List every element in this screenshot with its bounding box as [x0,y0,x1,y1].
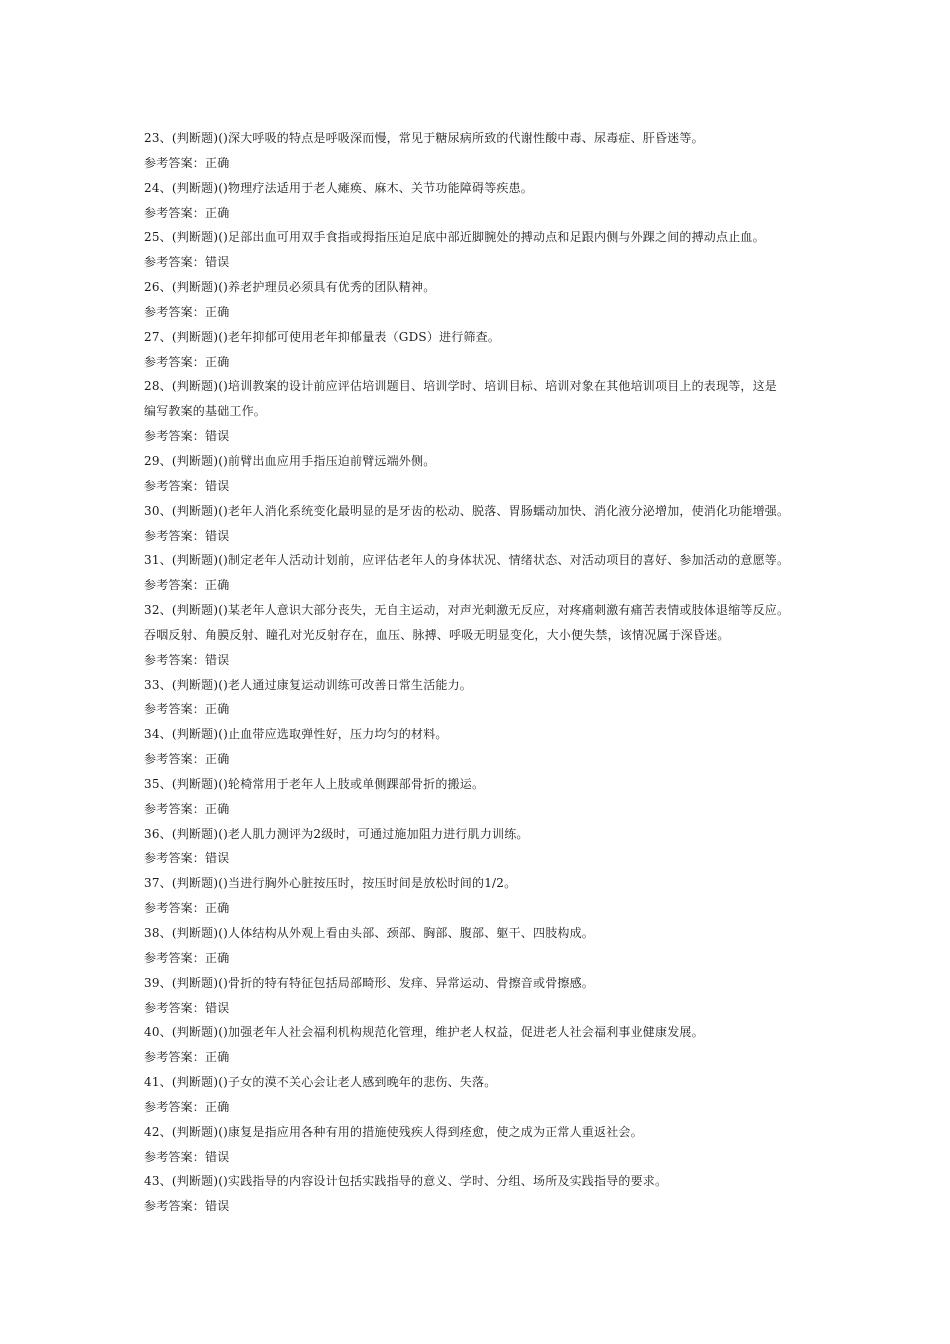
question-block [144,225,844,275]
question-text: 24、(判断题)()物理疗法适用于老人瘫痪、麻木、关节功能障碍等疾患。 [144,180,533,195]
answer-text: 参考答案：错误 [144,1000,230,1015]
question-block [144,1020,844,1070]
question-block [144,1120,844,1170]
answer-text: 参考答案：正确 [144,702,230,717]
answer-text: 参考答案：正确 [144,950,230,965]
question-text: 吞咽反射、角膜反射、瞳孔对光反射存在，血压、脉搏、呼吸无明显变化，大小便失禁，该情况属于深昏迷。 [144,627,730,642]
question-block [144,1070,844,1120]
answer-text: 参考答案：正确 [144,752,230,767]
question-text: 28、(判断题)()培训教案的设计前应评估培训题目、培训学时、培训目标、培训对象在其他培训项目上的表现等，这是 [144,379,778,394]
question-text: 32、(判断题)()某老年人意识大部分丧失，无自主运动，对声光刺激无反应，对疼痛刺激有痛苦表情或肢体退缩等反应。 [144,603,790,618]
answer-text: 参考答案：正确 [144,901,230,916]
answer-text: 参考答案：正确 [144,1099,230,1114]
question-text: 39、(判断题)()骨折的特有特征包括局部畸形、发痒、异常运动、骨擦音或骨擦感。 [144,975,594,990]
question-block [144,673,844,723]
question-text: 37、(判断题)()当进行胸外心脏按压时，按压时间是放松时间的1/2。 [144,876,517,891]
question-text: 36、(判断题)()老人肌力测评为2级时，可通过施加阻力进行肌力训练。 [144,826,529,841]
question-text: 29、(判断题)()前臂出血应用手指压迫前臂远端外侧。 [144,453,436,468]
question-text: 40、(判断题)()加强老年人社会福利机构规范化管理，维护老人权益，促进老人社会福利事业健康发展。 [144,1025,704,1040]
question-text: 42、(判断题)()康复是指应用各种有用的措施使残疾人得到痊愈，使之成为正常人重返社会。 [144,1124,643,1139]
question-block [144,822,844,872]
answer-text: 参考答案：正确 [144,801,230,816]
question-block [144,971,844,1021]
question-text: 35、(判断题)()轮椅常用于老年人上肢或单侧踝部骨折的搬运。 [144,776,485,791]
answer-text: 参考答案：错误 [144,255,230,270]
question-block [144,1169,844,1219]
answer-text: 参考答案：错误 [144,652,230,667]
question-block [144,499,844,549]
question-block [144,176,844,226]
question-text: 38、(判断题)()人体结构从外观上看由头部、颈部、胸部、腹部、躯干、四肢构成。 [144,926,594,940]
question-text: 30、(判断题)()老年人消化系统变化最明显的是牙齿的松动、脱落、胃肠蠕动加快、消化液分泌增加，使消化功能增强。 [144,503,790,518]
answer-text: 参考答案：正确 [144,304,230,319]
question-block [144,374,844,449]
answer-text: 参考答案：错误 [144,1149,230,1164]
question-block [144,598,844,673]
document-page [144,126,844,1219]
answer-text: 参考答案：错误 [144,429,230,444]
question-block [144,772,844,822]
question-block [144,722,844,772]
question-block [144,126,844,176]
question-text: 41、(判断题)()子女的漠不关心会让老人感到晚年的悲伤、失落。 [144,1075,497,1090]
answer-text: 参考答案：正确 [144,1050,230,1065]
question-text: 26、(判断题)()养老护理员必须具有优秀的团队精神。 [144,280,436,295]
question-block [144,275,844,325]
answer-text: 参考答案：正确 [144,205,230,220]
answer-text: 参考答案：错误 [144,851,230,866]
question-text: 31、(判断题)()制定老年人活动计划前，应评估老年人的身体状况、情绪状态、对活动项目的喜好、参加活动的意愿等。 [144,553,790,568]
answer-text: 参考答案：正确 [144,155,230,170]
question-block [144,921,844,971]
question-text: 43、(判断题)()实践指导的内容设计包括实践指导的意义、学时、分组、场所及实践指导的要求。 [144,1174,668,1189]
question-block [144,325,844,375]
question-text: 编写教案的基础工作。 [144,404,267,419]
question-text: 34、(判断题)()止血带应选取弹性好，压力均匀的材料。 [144,727,448,742]
question-text: 27、(判断题)()老年抑郁可使用老年抑郁量表（GDS）进行筛查。 [144,329,501,344]
answer-text: 参考答案：错误 [144,1199,230,1214]
answer-text: 参考答案：错误 [144,478,230,493]
question-block [144,449,844,499]
question-text: 33、(判断题)()老人通过康复运动训练可改善日常生活能力。 [144,677,472,692]
answer-text: 参考答案：正确 [144,354,230,369]
question-text: 25、(判断题)()足部出血可用双手食指或拇指压迫足底中部近脚腕处的搏动点和足跟内侧与外踝之间的搏动点止血。 [144,230,765,245]
answer-text: 参考答案：错误 [144,528,230,543]
question-text: 23、(判断题)()深大呼吸的特点是呼吸深而慢，常见于糖尿病所致的代谢性酸中毒、尿毒症、肝昏迷等。 [144,131,704,145]
answer-text: 参考答案：正确 [144,578,230,593]
question-block [144,548,844,598]
question-block [144,871,844,921]
